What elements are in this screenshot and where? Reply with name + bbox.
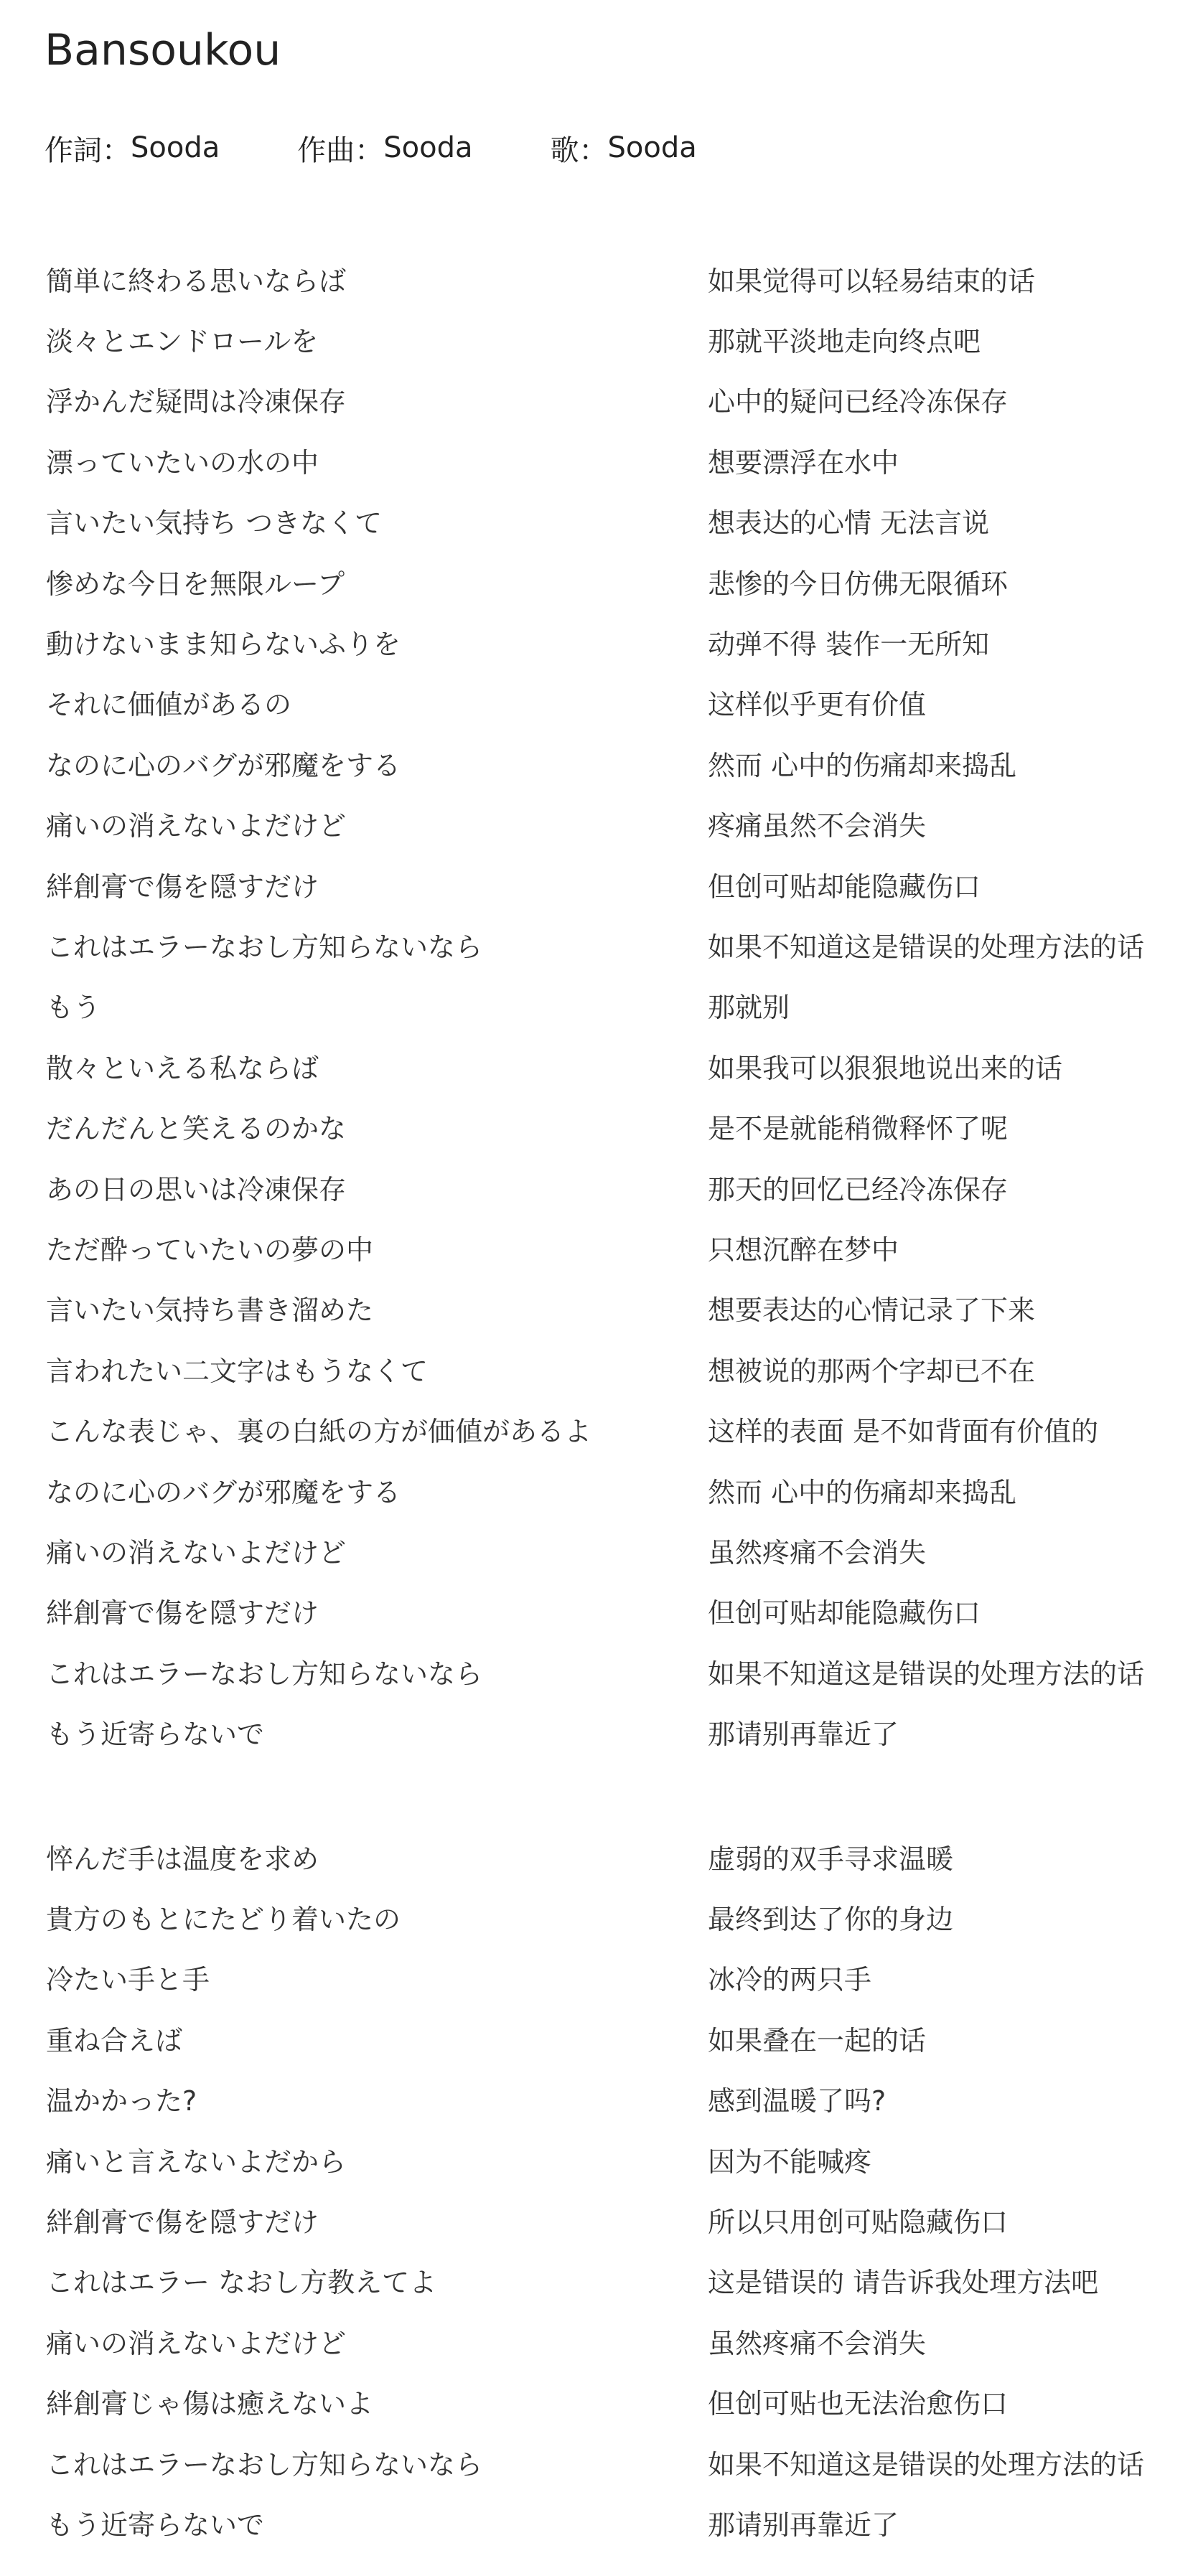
lyric-line — [0, 611, 1193, 672]
lyric-line — [0, 1701, 1193, 1762]
lyric-chinese: 如果不知道这是错误的处理方法的话 — [708, 2448, 1145, 2481]
lyric-japanese: なのに心のバグが邪魔をする — [46, 1476, 401, 1508]
lyric-chinese: 但创可贴却能隐藏伤口 — [708, 870, 981, 903]
credit-label: 歌 — [550, 133, 579, 167]
lyric-chinese: 想被说的那两个字却已不在 — [708, 1355, 1036, 1387]
lyric-line — [0, 1035, 1193, 1096]
lyric-chinese: 动弹不得 装作一无所知 — [708, 629, 990, 661]
lyric-japanese: 悴んだ手は温度を求め — [46, 1843, 319, 1875]
lyric-line — [0, 975, 1193, 1035]
lyric-japanese: 痛いの消えないよだけど — [46, 2327, 347, 2359]
lyric-line — [0, 1947, 1193, 2008]
lyric-line — [0, 1520, 1193, 1580]
lyric-chinese: 虽然疼痛不会消失 — [708, 1536, 927, 1569]
lyric-japanese: 言いたい気持ち書き溜めた — [46, 1294, 374, 1327]
lyric-japanese: これはエラー なおし方教えてよ — [46, 2267, 437, 2299]
lyric-japanese: 絆創膏で傷を隠すだけ — [46, 870, 319, 903]
lyric-line — [0, 1459, 1193, 1520]
lyric-japanese: 絆創膏で傷を隠すだけ — [46, 2206, 319, 2239]
credit-lyricist — [45, 128, 220, 169]
lyric-line — [0, 1278, 1193, 1338]
lyric-line — [0, 430, 1193, 490]
lyric-japanese: ただ酔っていたいの夢の中 — [46, 1233, 374, 1266]
lyric-chinese: 如果我可以狠狠地说出来的话 — [708, 1052, 1063, 1084]
lyric-line — [0, 914, 1193, 974]
credit-label: 作曲 — [297, 133, 355, 167]
lyric-line — [0, 2371, 1193, 2432]
lyric-japanese: 簡単に終わる思いならば — [46, 265, 347, 297]
lyric-line — [0, 1581, 1193, 1641]
lyric-line — [0, 2432, 1193, 2492]
lyric-chinese: 想要表达的心情记录了下来 — [708, 1294, 1036, 1327]
credit-separator: ： — [579, 133, 608, 167]
lyric-chinese: 这样的表面 是不如背面有价值的 — [708, 1416, 1099, 1448]
lyric-chinese: 那就平淡地走向终点吧 — [708, 326, 981, 358]
lyric-chinese: 是不是就能稍微释怀了呢 — [708, 1113, 1009, 1145]
lyrics-section-1 — [0, 248, 1193, 1762]
song-title: Bansoukou — [45, 25, 281, 75]
lyric-japanese: だんだんと笑えるのかな — [46, 1113, 347, 1145]
lyric-line — [0, 370, 1193, 430]
credit-composer — [297, 128, 472, 169]
lyric-japanese: 温かかった? — [46, 2085, 197, 2117]
lyric-chinese: 如果觉得可以轻易结束的话 — [708, 265, 1036, 297]
lyric-line — [0, 1157, 1193, 1217]
lyric-chinese: 然而 心中的伤痛却来捣乱 — [708, 749, 1017, 781]
lyric-chinese: 那请别再靠近了 — [708, 1719, 899, 1751]
lyric-chinese: 那就别 — [708, 992, 790, 1024]
lyric-line — [0, 854, 1193, 914]
lyric-chinese: 如果叠在一起的话 — [708, 2024, 927, 2056]
lyric-japanese: 絆創膏じゃ傷は癒えないよ — [46, 2388, 374, 2420]
lyric-chinese: 这是错误的 请告诉我处理方法吧 — [708, 2267, 1099, 2299]
lyric-line — [0, 1826, 1193, 1886]
lyric-chinese: 疼痛虽然不会消失 — [708, 810, 927, 842]
credit-value: Sooda — [131, 131, 220, 164]
lyric-japanese: 言いたい気持ち つきなくて — [46, 507, 383, 540]
lyric-japanese: 漂っていたいの水の中 — [46, 446, 319, 479]
lyric-chinese: 因为不能喊疼 — [708, 2145, 872, 2178]
lyric-japanese: 言われたい二文字はもうなくて — [46, 1355, 429, 1387]
lyric-line — [0, 2311, 1193, 2371]
lyric-japanese: 痛いと言えないよだから — [46, 2145, 347, 2178]
lyric-line — [0, 2189, 1193, 2250]
lyric-line — [0, 248, 1193, 309]
lyric-japanese: それに価値があるの — [46, 689, 292, 721]
lyric-line — [0, 733, 1193, 793]
lyric-japanese: 痛いの消えないよだけど — [46, 810, 347, 842]
lyric-japanese: もう近寄らないで — [46, 2509, 265, 2541]
lyric-japanese: あの日の思いは冷凍保存 — [46, 1173, 347, 1205]
credit-separator: ： — [355, 133, 384, 167]
credit-label: 作詞 — [45, 133, 102, 167]
lyric-chinese: 只想沉醉在梦中 — [708, 1233, 899, 1266]
lyric-chinese: 如果不知道这是错误的处理方法的话 — [708, 931, 1145, 963]
lyric-chinese: 悲惨的今日仿佛无限循环 — [708, 568, 1009, 600]
lyric-line — [0, 1886, 1193, 1947]
lyric-japanese: もう近寄らないで — [46, 1719, 265, 1751]
lyric-japanese: これはエラーなおし方知らないなら — [46, 1658, 483, 1690]
lyric-japanese: 淡々とエンドロールを — [46, 326, 319, 358]
credit-separator: ： — [102, 133, 131, 167]
lyric-japanese: 重ね合えば — [46, 2024, 183, 2056]
lyric-japanese: もう — [46, 992, 101, 1024]
lyric-chinese: 心中的疑问已经冷冻保存 — [708, 386, 1009, 418]
lyric-japanese: 惨めな今日を無限ループ — [46, 568, 345, 600]
lyric-japanese: こんな表じゃ、裏の白紙の方が価値があるよ — [46, 1416, 592, 1448]
lyric-chinese: 这样似乎更有价值 — [708, 689, 927, 721]
lyrics-section-2 — [0, 1826, 1193, 2553]
lyric-line — [0, 2492, 1193, 2552]
credit-value: Sooda — [383, 131, 473, 164]
lyric-japanese: 動けないまま知らないふりを — [46, 629, 401, 661]
lyric-line — [0, 794, 1193, 854]
lyric-line — [0, 2069, 1193, 2129]
lyric-line — [0, 1399, 1193, 1459]
lyric-chinese: 然而 心中的伤痛却来捣乱 — [708, 1476, 1017, 1508]
lyric-japanese: これはエラーなおし方知らないなら — [46, 931, 483, 963]
lyric-line — [0, 2250, 1193, 2311]
credit-singer — [551, 128, 697, 169]
lyric-line — [0, 1217, 1193, 1277]
lyric-line — [0, 491, 1193, 551]
lyric-chinese: 但创可贴也无法治愈伤口 — [708, 2388, 1009, 2420]
lyric-chinese: 虽然疼痛不会消失 — [708, 2327, 927, 2359]
lyric-japanese: 痛いの消えないよだけど — [46, 1536, 347, 1569]
credits-row — [45, 126, 697, 169]
lyric-line — [0, 551, 1193, 611]
credit-value: Sooda — [607, 131, 697, 164]
lyric-chinese: 想要漂浮在水中 — [708, 446, 899, 479]
lyric-chinese: 虚弱的双手寻求温暖 — [708, 1843, 954, 1875]
lyric-japanese: 貴方のもとにたどり着いたの — [46, 1904, 401, 1936]
lyric-chinese: 所以只用创可贴隐藏伤口 — [708, 2206, 1009, 2239]
lyric-line — [0, 672, 1193, 733]
lyric-line — [0, 2129, 1193, 2189]
lyric-chinese: 那天的回忆已经冷冻保存 — [708, 1173, 1009, 1205]
lyric-chinese: 那请别再靠近了 — [708, 2509, 899, 2541]
lyric-japanese: 絆創膏で傷を隠すだけ — [46, 1597, 319, 1630]
lyric-chinese: 如果不知道这是错误的处理方法的话 — [708, 1658, 1145, 1690]
lyric-japanese: 浮かんだ疑問は冷凍保存 — [46, 386, 347, 418]
lyric-line — [0, 1096, 1193, 1156]
lyric-chinese: 最终到达了你的身边 — [708, 1904, 954, 1936]
lyric-line — [0, 1338, 1193, 1399]
lyric-chinese: 但创可贴却能隐藏伤口 — [708, 1597, 981, 1630]
lyric-line — [0, 1641, 1193, 1701]
lyric-chinese: 想表达的心情 无法言说 — [708, 507, 990, 540]
lyric-chinese: 感到温暖了吗? — [708, 2085, 886, 2117]
lyric-line — [0, 309, 1193, 369]
lyric-chinese: 冰冷的两只手 — [708, 1964, 872, 1996]
lyric-japanese: 散々といえる私ならば — [46, 1052, 319, 1084]
lyric-japanese: 冷たい手と手 — [46, 1964, 210, 1996]
lyric-line — [0, 2008, 1193, 2068]
lyric-japanese: なのに心のバグが邪魔をする — [46, 749, 401, 781]
lyric-japanese: これはエラーなおし方知らないなら — [46, 2448, 483, 2481]
